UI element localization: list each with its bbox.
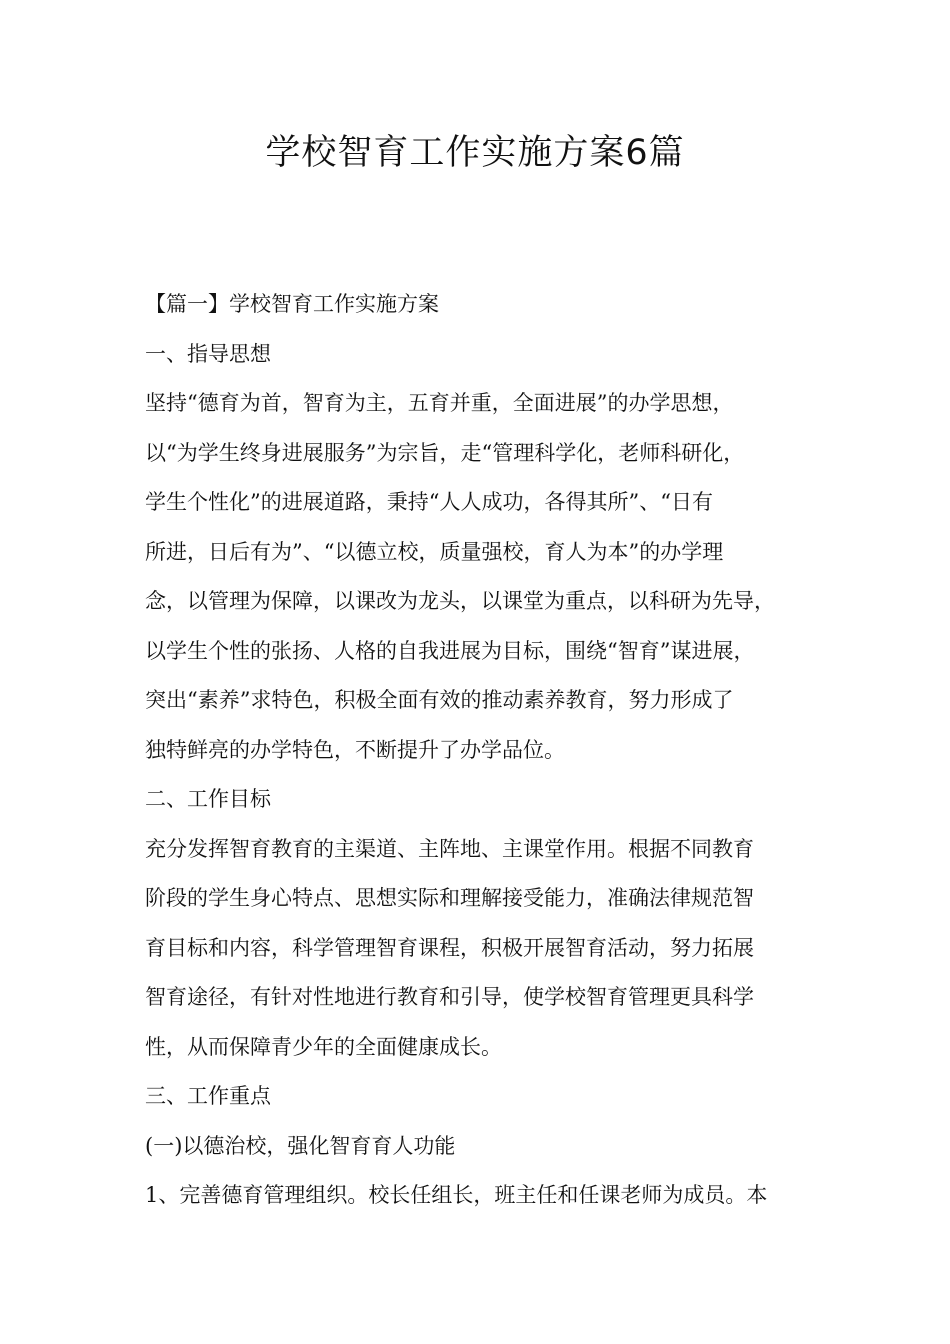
paragraph-line: 性，从而保障青少年的全面健康成长。	[145, 1034, 502, 1059]
paragraph-line: 突出“素养”求特色，积极全面有效的推动素养教育，努力形成了	[145, 688, 734, 712]
document-body	[145, 280, 813, 1221]
paragraph-line: 育目标和内容，科学管理智育课程，积极开展智育活动，努力拓展	[145, 935, 754, 960]
paragraph-line: 1、完善德育管理组织。校长任组长，班主任和任课老师为成员。本	[145, 1183, 768, 1207]
paragraph-line: 以学生个性的张扬、人格的自我进展为目标，围绕“智育”谋进展，	[145, 638, 755, 663]
paragraph-line: 所进，日后有为”、“以德立校，质量强校，育人为本”的办学理	[145, 539, 724, 564]
subsection-heading: 一、指导思想	[145, 341, 271, 366]
paragraph-line: 充分发挥智育教育的主渠道、主阵地、主课堂作用。根据不同教育	[145, 836, 754, 861]
paragraph-line: 智育途径，有针对性地进行教育和引导，使学校智育管理更具科学	[145, 985, 754, 1009]
section-heading: 【篇一】学校智育工作实施方案	[145, 292, 439, 316]
paragraph-line: 坚持“德育为首，智育为主，五育并重，全面进展”的办学思想，	[145, 391, 734, 415]
subsection-heading: 二、工作目标	[145, 787, 271, 811]
subsection-heading: 三、工作重点	[145, 1084, 271, 1108]
paragraph-line: 以“为学生终身进展服务”为宗旨，走“管理科学化，老师科研化，	[145, 440, 745, 465]
paragraph-line: 独特鲜亮的办学特色，不断提升了办学品位。	[145, 737, 565, 762]
document-title: 学校智育工作实施方案6篇	[265, 133, 685, 173]
paragraph-line: 念，以管理为保障，以课改为龙头，以课堂为重点，以科研为先导，	[145, 589, 775, 613]
subsubsection-heading: (一)以德治校，强化智育育人功能	[145, 1133, 456, 1158]
paragraph-line: 学生个性化”的进展道路，秉持“人人成功，各得其所”、“日有	[145, 490, 713, 514]
paragraph-line: 阶段的学生身心特点、思想实际和理解接受能力，准确法律规范智	[145, 886, 754, 910]
